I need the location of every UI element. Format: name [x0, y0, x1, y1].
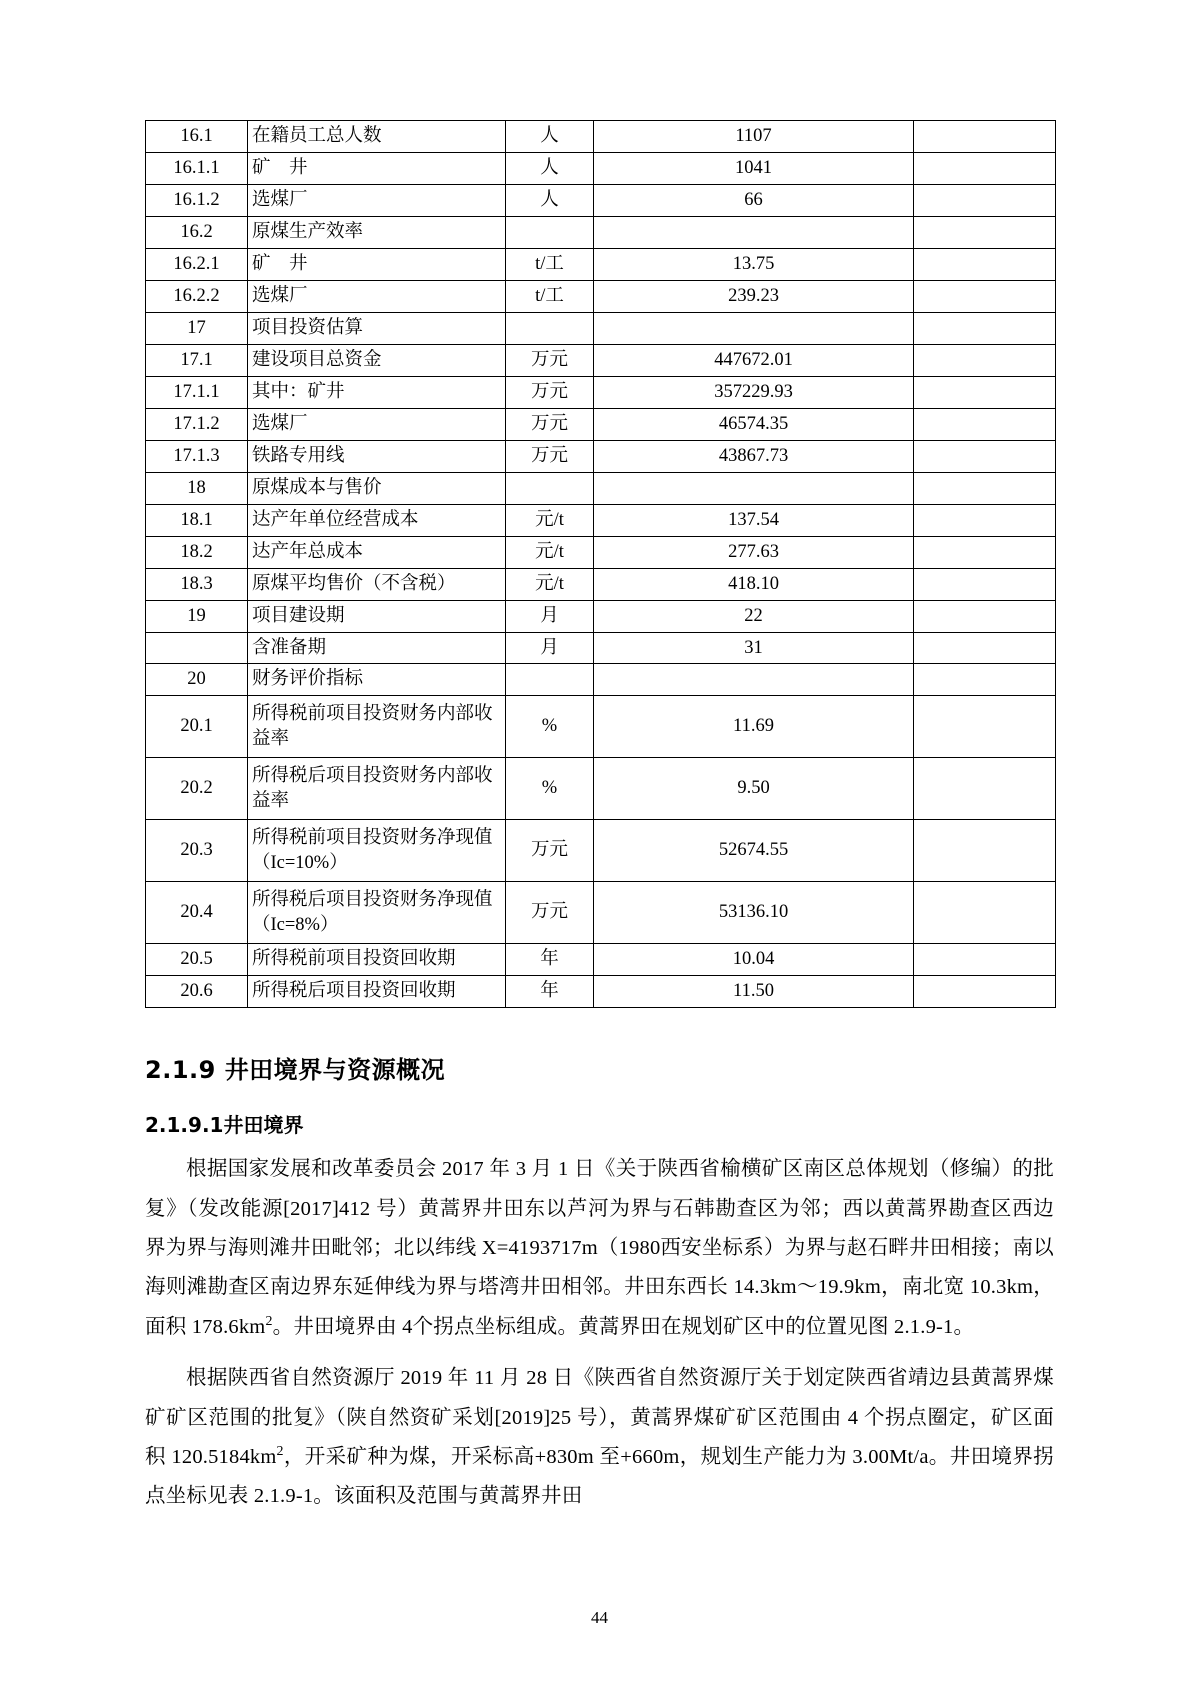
row-index: 17.1 — [146, 344, 248, 376]
row-value: 357229.93 — [594, 376, 914, 408]
row-note — [914, 664, 1056, 696]
row-name: 原煤生产效率 — [248, 216, 506, 248]
table-row — [146, 121, 1056, 153]
row-unit: 万元 — [506, 408, 594, 440]
row-name: 建设项目总资金 — [248, 344, 506, 376]
section-heading: 2.1.9 井田境界与资源概况 — [145, 1056, 446, 1085]
row-value: 11.50 — [594, 976, 914, 1008]
row-index: 18.3 — [146, 568, 248, 600]
row-name: 财务评价指标 — [248, 664, 506, 696]
row-name: 所得税前项目投资财务内部收益率 — [248, 696, 506, 758]
row-value: 46574.35 — [594, 408, 914, 440]
row-unit — [506, 472, 594, 504]
row-name: 所得税后项目投资财务内部收益率 — [248, 758, 506, 820]
row-value: 277.63 — [594, 536, 914, 568]
row-name: 项目投资估算 — [248, 312, 506, 344]
row-index: 20 — [146, 664, 248, 696]
row-index: 20.2 — [146, 758, 248, 820]
row-unit: 人 — [506, 184, 594, 216]
subsection-heading: 2.1.9.1井田境界 — [145, 1113, 304, 1138]
row-index: 19 — [146, 600, 248, 632]
row-unit: 元/t — [506, 504, 594, 536]
row-value: 9.50 — [594, 758, 914, 820]
row-index — [146, 632, 248, 664]
row-unit: 人 — [506, 152, 594, 184]
row-unit: 万元 — [506, 820, 594, 882]
table-row — [146, 632, 1056, 664]
row-note — [914, 504, 1056, 536]
row-index: 17.1.1 — [146, 376, 248, 408]
table-row — [146, 504, 1056, 536]
row-value: 43867.73 — [594, 440, 914, 472]
row-name: 所得税前项目投资回收期 — [248, 944, 506, 976]
row-value: 1107 — [594, 121, 914, 153]
row-index: 17.1.2 — [146, 408, 248, 440]
table-row — [146, 376, 1056, 408]
row-value: 1041 — [594, 152, 914, 184]
row-note — [914, 820, 1056, 882]
row-name: 含准备期 — [248, 632, 506, 664]
row-note — [914, 472, 1056, 504]
row-value: 22 — [594, 600, 914, 632]
superscript-square: 2 — [265, 1313, 273, 1329]
table-row — [146, 944, 1056, 976]
row-note — [914, 600, 1056, 632]
page-number: 44 — [591, 1608, 608, 1627]
table-row — [146, 472, 1056, 504]
row-note — [914, 312, 1056, 344]
row-note — [914, 344, 1056, 376]
row-name: 选煤厂 — [248, 184, 506, 216]
paragraph-boundary-approval — [145, 1150, 1054, 1347]
row-index: 18 — [146, 472, 248, 504]
row-index: 16.1.1 — [146, 152, 248, 184]
row-value — [594, 664, 914, 696]
row-index: 16.2.2 — [146, 280, 248, 312]
row-index: 20.4 — [146, 882, 248, 944]
row-unit — [506, 216, 594, 248]
row-unit: 万元 — [506, 344, 594, 376]
row-name: 所得税后项目投资回收期 — [248, 976, 506, 1008]
row-note — [914, 696, 1056, 758]
row-index: 17.1.3 — [146, 440, 248, 472]
row-index: 20.6 — [146, 976, 248, 1008]
row-value — [594, 472, 914, 504]
row-unit: 年 — [506, 944, 594, 976]
table-row — [146, 152, 1056, 184]
table-row — [146, 536, 1056, 568]
paragraph-text-part-a: 根据陕西省自然资源厅 2019 年 11 月 28 日《陕西省自然资源厅关于划定陕西省靖边县黄蒿界煤矿矿区范围的批复》（陕自然资矿采划[2019]25 号），黄蒿界煤矿矿区范围由 4 个拐点圈定，矿区面积 120.5184km — [145, 1367, 1054, 1468]
table-row — [146, 440, 1056, 472]
row-name: 项目建设期 — [248, 600, 506, 632]
row-index: 16.2 — [146, 216, 248, 248]
row-note — [914, 216, 1056, 248]
row-note — [914, 440, 1056, 472]
row-value: 52674.55 — [594, 820, 914, 882]
row-note — [914, 632, 1056, 664]
row-unit — [506, 664, 594, 696]
row-name: 原煤平均售价（不含税） — [248, 568, 506, 600]
row-unit: 元/t — [506, 536, 594, 568]
paragraph-text-part-a: 根据国家发展和改革委员会 2017 年 3 月 1 日《关于陕西省榆横矿区南区总体规划（修编）的批复》（发改能源[2017]412 号）黄蒿界井田东以芦河为界与石韩勘查区为邻；西以黄蒿界勘查区西边界为界与海则滩井田毗邻；北以纬线 X=4193717m（1980西安坐标系）为界与赵石畔井田相接；南以海则滩勘查区南边界东延伸线为界与塔湾井田相邻。井田东西长 14.3km～19.9km，南北宽 10.3km，面积 178.6km — [145, 1158, 1054, 1338]
row-value — [594, 312, 914, 344]
row-unit: 元/t — [506, 568, 594, 600]
row-index: 16.2.1 — [146, 248, 248, 280]
table-row — [146, 408, 1056, 440]
row-name: 矿 井 — [248, 248, 506, 280]
row-value: 10.04 — [594, 944, 914, 976]
row-name: 在籍员工总人数 — [248, 121, 506, 153]
row-note — [914, 121, 1056, 153]
row-note — [914, 944, 1056, 976]
row-unit: 年 — [506, 976, 594, 1008]
table-row — [146, 216, 1056, 248]
row-note — [914, 280, 1056, 312]
row-index: 18.1 — [146, 504, 248, 536]
row-name: 其中：矿井 — [248, 376, 506, 408]
row-unit: 万元 — [506, 440, 594, 472]
row-value: 239.23 — [594, 280, 914, 312]
row-index: 20.5 — [146, 944, 248, 976]
row-note — [914, 882, 1056, 944]
table-row — [146, 696, 1056, 758]
row-index: 20.1 — [146, 696, 248, 758]
paragraph-text-part-b: ，开采矿种为煤，开采标高+830m 至+660m，规划生产能力为 3.00Mt/a。井田境界拐点坐标见表 2.1.9-1。该面积及范围与黄蒿界井田 — [145, 1445, 1054, 1508]
row-unit: 万元 — [506, 882, 594, 944]
row-name: 原煤成本与售价 — [248, 472, 506, 504]
row-unit — [506, 312, 594, 344]
row-name: 选煤厂 — [248, 408, 506, 440]
row-note — [914, 568, 1056, 600]
row-value: 137.54 — [594, 504, 914, 536]
table-row — [146, 600, 1056, 632]
row-unit: 万元 — [506, 376, 594, 408]
row-value: 13.75 — [594, 248, 914, 280]
table-row — [146, 184, 1056, 216]
row-value: 447672.01 — [594, 344, 914, 376]
row-note — [914, 152, 1056, 184]
table-row — [146, 882, 1056, 944]
row-note — [914, 536, 1056, 568]
table-row — [146, 976, 1056, 1008]
row-name: 达产年总成本 — [248, 536, 506, 568]
row-unit: % — [506, 696, 594, 758]
row-index: 17 — [146, 312, 248, 344]
table-row — [146, 280, 1056, 312]
row-note — [914, 758, 1056, 820]
row-value: 418.10 — [594, 568, 914, 600]
row-value: 53136.10 — [594, 882, 914, 944]
technical-specs-table — [145, 120, 1056, 1008]
row-note — [914, 976, 1056, 1008]
row-value: 11.69 — [594, 696, 914, 758]
row-value — [594, 216, 914, 248]
table-row — [146, 312, 1056, 344]
row-name: 所得税前项目投资财务净现值（Ic=10%） — [248, 820, 506, 882]
row-unit: 人 — [506, 121, 594, 153]
table-row — [146, 248, 1056, 280]
table-row — [146, 568, 1056, 600]
table-row — [146, 758, 1056, 820]
row-name: 矿 井 — [248, 152, 506, 184]
row-unit: t/工 — [506, 280, 594, 312]
row-unit: t/工 — [506, 248, 594, 280]
row-note — [914, 408, 1056, 440]
superscript-square: 2 — [276, 1444, 284, 1460]
row-value: 31 — [594, 632, 914, 664]
row-unit: 月 — [506, 632, 594, 664]
row-index: 16.1.2 — [146, 184, 248, 216]
table-row — [146, 664, 1056, 696]
row-name: 铁路专用线 — [248, 440, 506, 472]
row-unit: % — [506, 758, 594, 820]
row-note — [914, 376, 1056, 408]
paragraph-mining-area-scope — [145, 1359, 1054, 1516]
row-value: 66 — [594, 184, 914, 216]
table-row — [146, 820, 1056, 882]
row-unit: 月 — [506, 600, 594, 632]
row-name: 达产年单位经营成本 — [248, 504, 506, 536]
paragraph-text-part-b: 。井田境界由 4个拐点坐标组成。黄蒿界田在规划矿区中的位置见图 2.1.9-1。 — [272, 1315, 975, 1338]
row-name: 所得税后项目投资财务净现值（Ic=8%） — [248, 882, 506, 944]
row-name: 选煤厂 — [248, 280, 506, 312]
row-note — [914, 184, 1056, 216]
row-index: 20.3 — [146, 820, 248, 882]
row-note — [914, 248, 1056, 280]
row-index: 16.1 — [146, 121, 248, 153]
table-row — [146, 344, 1056, 376]
table-body — [146, 121, 1056, 1008]
row-index: 18.2 — [146, 536, 248, 568]
